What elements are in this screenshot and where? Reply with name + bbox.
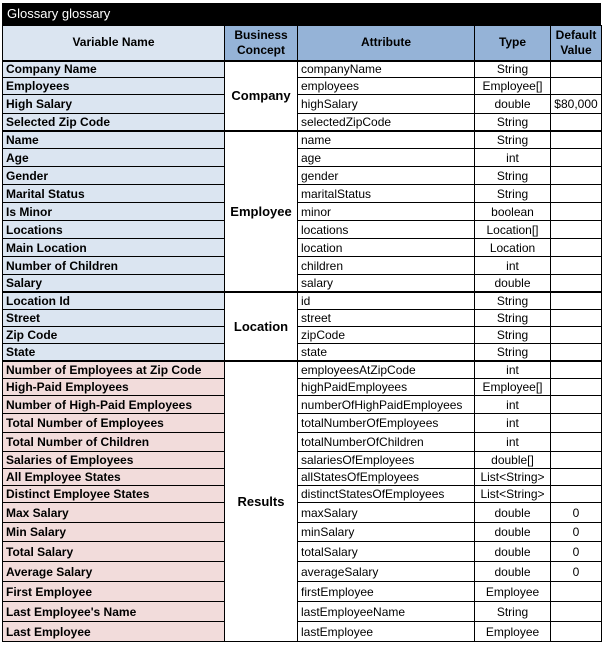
table-row (3, 275, 602, 292)
default-value-cell[interactable] (551, 275, 602, 292)
table-row (3, 582, 602, 602)
table-row (3, 292, 602, 310)
table-row (3, 523, 602, 542)
type-cell[interactable]: int (475, 433, 551, 452)
default-value-cell[interactable] (551, 239, 602, 257)
table-row (3, 131, 602, 149)
table-row (3, 542, 602, 562)
table-row (3, 239, 602, 257)
attribute-cell[interactable]: locations (298, 221, 475, 239)
type-cell[interactable]: String (475, 310, 551, 327)
default-value-cell[interactable] (551, 131, 602, 149)
variable-name-cell[interactable]: Last Employee's Name (3, 602, 225, 622)
sheet-title: Glossary glossary (2, 3, 601, 25)
attribute-cell[interactable]: totalNumberOfEmployees (298, 414, 475, 433)
default-value-cell[interactable]: 0 (551, 523, 602, 542)
type-cell[interactable]: double[] (475, 452, 551, 469)
type-cell[interactable]: String (475, 344, 551, 361)
table-row (3, 327, 602, 344)
variable-name-cell[interactable]: High Salary (3, 95, 225, 114)
variable-name-cell[interactable]: Average Salary (3, 562, 225, 582)
attribute-cell[interactable]: salary (298, 275, 475, 292)
table-row (3, 414, 602, 433)
type-cell[interactable]: String (475, 167, 551, 185)
default-value-cell[interactable] (551, 469, 602, 486)
attribute-cell[interactable]: averageSalary (298, 562, 475, 582)
default-value-cell[interactable] (551, 433, 602, 452)
attribute-cell[interactable]: highSalary (298, 95, 475, 114)
default-value-cell[interactable] (551, 414, 602, 433)
type-cell[interactable]: boolean (475, 203, 551, 221)
type-cell[interactable]: double (475, 503, 551, 523)
attribute-cell[interactable]: street (298, 310, 475, 327)
type-cell[interactable]: String (475, 131, 551, 149)
variable-name-cell[interactable]: High-Paid Employees (3, 379, 225, 396)
attribute-cell[interactable]: gender (298, 167, 475, 185)
attribute-cell[interactable]: employeesAtZipCode (298, 361, 475, 379)
attribute-cell[interactable]: firstEmployee (298, 582, 475, 602)
variable-name-cell[interactable]: Is Minor (3, 203, 225, 221)
variable-name-cell[interactable]: Distinct Employee States (3, 486, 225, 503)
default-value-cell[interactable]: 0 (551, 562, 602, 582)
variable-name-cell[interactable]: First Employee (3, 582, 225, 602)
variable-name-cell[interactable]: Total Number of Employees (3, 414, 225, 433)
type-cell[interactable]: double (475, 523, 551, 542)
variable-name-cell[interactable]: Salaries of Employees (3, 452, 225, 469)
table-row (3, 221, 602, 239)
type-cell[interactable]: String (475, 292, 551, 310)
type-cell[interactable]: String (475, 114, 551, 131)
default-value-cell[interactable] (551, 486, 602, 503)
table-row (3, 95, 602, 114)
default-value-cell[interactable] (551, 203, 602, 221)
default-value-cell[interactable] (551, 396, 602, 414)
attribute-cell[interactable]: lastEmployeeName (298, 602, 475, 622)
default-value-cell[interactable] (551, 292, 602, 310)
attribute-cell[interactable]: name (298, 131, 475, 149)
variable-name-cell[interactable]: Marital Status (3, 185, 225, 203)
attribute-cell[interactable]: state (298, 344, 475, 361)
type-cell[interactable]: double (475, 542, 551, 562)
type-cell[interactable]: List<String> (475, 486, 551, 503)
default-value-cell[interactable] (551, 257, 602, 275)
variable-name-cell[interactable]: Number of Children (3, 257, 225, 275)
table-row (3, 61, 602, 78)
attribute-cell[interactable]: minSalary (298, 523, 475, 542)
default-value-cell[interactable] (551, 344, 602, 361)
attribute-cell[interactable]: totalSalary (298, 542, 475, 562)
attribute-cell[interactable]: age (298, 149, 475, 167)
table-row (3, 344, 602, 361)
business-concept-cell[interactable]: Location (225, 292, 298, 361)
variable-name-cell[interactable]: Total Salary (3, 542, 225, 562)
type-cell[interactable]: int (475, 396, 551, 414)
type-cell[interactable]: Location (475, 239, 551, 257)
table-row (3, 149, 602, 167)
table-row (3, 310, 602, 327)
header-variable-name[interactable]: Variable Name (3, 26, 225, 61)
default-value-cell[interactable]: 0 (551, 542, 602, 562)
default-value-cell[interactable] (551, 379, 602, 396)
header-type[interactable]: Type (475, 26, 551, 61)
table-row (3, 203, 602, 221)
business-concept-cell[interactable]: Results (225, 361, 298, 642)
default-value-cell[interactable] (551, 149, 602, 167)
variable-name-cell[interactable]: Location Id (3, 292, 225, 310)
default-value-cell[interactable] (551, 582, 602, 602)
type-cell[interactable]: int (475, 361, 551, 379)
variable-name-cell[interactable]: Min Salary (3, 523, 225, 542)
default-value-cell[interactable] (551, 61, 602, 78)
attribute-cell[interactable]: children (298, 257, 475, 275)
type-cell[interactable]: Location[] (475, 221, 551, 239)
default-value-cell[interactable]: 0 (551, 503, 602, 523)
default-value-cell[interactable] (551, 114, 602, 131)
table-row (3, 562, 602, 582)
type-cell[interactable]: String (475, 185, 551, 203)
variable-name-cell[interactable]: Street (3, 310, 225, 327)
table-row (3, 185, 602, 203)
header-default-value[interactable]: Default Value (551, 26, 602, 61)
default-value-cell[interactable]: $80,000 (551, 95, 602, 114)
table-row (3, 78, 602, 95)
variable-name-cell[interactable]: Company Name (3, 61, 225, 78)
attribute-cell[interactable]: companyName (298, 61, 475, 78)
variable-name-cell[interactable]: Total Number of Children (3, 433, 225, 452)
attribute-cell[interactable]: maritalStatus (298, 185, 475, 203)
table-row (3, 486, 602, 503)
table-row (3, 433, 602, 452)
variable-name-cell[interactable]: Number of Employees at Zip Code (3, 361, 225, 379)
table-row (3, 167, 602, 185)
table-row (3, 361, 602, 379)
table-row (3, 257, 602, 275)
attribute-cell[interactable]: employees (298, 78, 475, 95)
default-value-cell[interactable] (551, 310, 602, 327)
header-row (3, 26, 602, 61)
variable-name-cell[interactable]: Zip Code (3, 327, 225, 344)
type-cell[interactable]: String (475, 327, 551, 344)
default-value-cell[interactable] (551, 452, 602, 469)
group-location (3, 292, 602, 361)
attribute-cell[interactable]: numberOfHighPaidEmployees (298, 396, 475, 414)
type-cell[interactable]: int (475, 257, 551, 275)
variable-name-cell[interactable]: Number of High-Paid Employees (3, 396, 225, 414)
type-cell[interactable]: double (475, 95, 551, 114)
attribute-cell[interactable]: minor (298, 203, 475, 221)
type-cell[interactable]: Employee[] (475, 78, 551, 95)
attribute-cell[interactable]: selectedZipCode (298, 114, 475, 131)
default-value-cell[interactable] (551, 361, 602, 379)
table-row (3, 503, 602, 523)
default-value-cell[interactable] (551, 185, 602, 203)
attribute-cell[interactable]: lastEmployee (298, 622, 475, 642)
attribute-cell[interactable]: zipCode (298, 327, 475, 344)
attribute-cell[interactable]: salariesOfEmployees (298, 452, 475, 469)
type-cell[interactable]: int (475, 149, 551, 167)
type-cell[interactable]: Employee (475, 582, 551, 602)
variable-name-cell[interactable]: State (3, 344, 225, 361)
attribute-cell[interactable]: id (298, 292, 475, 310)
table-row (3, 622, 602, 642)
variable-name-cell[interactable]: Main Location (3, 239, 225, 257)
group-company (3, 61, 602, 131)
variable-name-cell[interactable]: Locations (3, 221, 225, 239)
variable-name-cell[interactable]: Last Employee (3, 622, 225, 642)
attribute-cell[interactable]: totalNumberOfChildren (298, 433, 475, 452)
default-value-cell[interactable] (551, 167, 602, 185)
type-cell[interactable]: List<String> (475, 469, 551, 486)
default-value-cell[interactable] (551, 622, 602, 642)
table-row (3, 114, 602, 131)
default-value-cell[interactable] (551, 602, 602, 622)
table-row (3, 602, 602, 622)
variable-name-cell[interactable]: Age (3, 149, 225, 167)
variable-name-cell[interactable]: Employees (3, 78, 225, 95)
type-cell[interactable]: double (475, 275, 551, 292)
attribute-cell[interactable]: location (298, 239, 475, 257)
variable-name-cell[interactable]: Selected Zip Code (3, 114, 225, 131)
table-row (3, 469, 602, 486)
type-cell[interactable]: int (475, 414, 551, 433)
variable-name-cell[interactable]: Max Salary (3, 503, 225, 523)
type-cell[interactable]: String (475, 602, 551, 622)
default-value-cell[interactable] (551, 327, 602, 344)
default-value-cell[interactable] (551, 78, 602, 95)
variable-name-cell[interactable]: Salary (3, 275, 225, 292)
default-value-cell[interactable] (551, 221, 602, 239)
glossary-table (2, 25, 602, 642)
attribute-cell[interactable]: highPaidEmployees (298, 379, 475, 396)
group-employee (3, 131, 602, 292)
type-cell[interactable]: Employee[] (475, 379, 551, 396)
variable-name-cell[interactable]: Gender (3, 167, 225, 185)
type-cell[interactable]: double (475, 562, 551, 582)
header-attribute[interactable]: Attribute (298, 26, 475, 61)
attribute-cell[interactable]: allStatesOfEmployees (298, 469, 475, 486)
variable-name-cell[interactable]: All Employee States (3, 469, 225, 486)
business-concept-cell[interactable]: Employee (225, 131, 298, 292)
table-row (3, 379, 602, 396)
type-cell[interactable]: String (475, 61, 551, 78)
attribute-cell[interactable]: distinctStatesOfEmployees (298, 486, 475, 503)
business-concept-cell[interactable]: Company (225, 61, 298, 131)
variable-name-cell[interactable]: Name (3, 131, 225, 149)
type-cell[interactable]: Employee (475, 622, 551, 642)
header-business-concept[interactable]: Business Concept (225, 26, 298, 61)
group-results (3, 361, 602, 642)
table-row (3, 452, 602, 469)
attribute-cell[interactable]: maxSalary (298, 503, 475, 523)
table-row (3, 396, 602, 414)
